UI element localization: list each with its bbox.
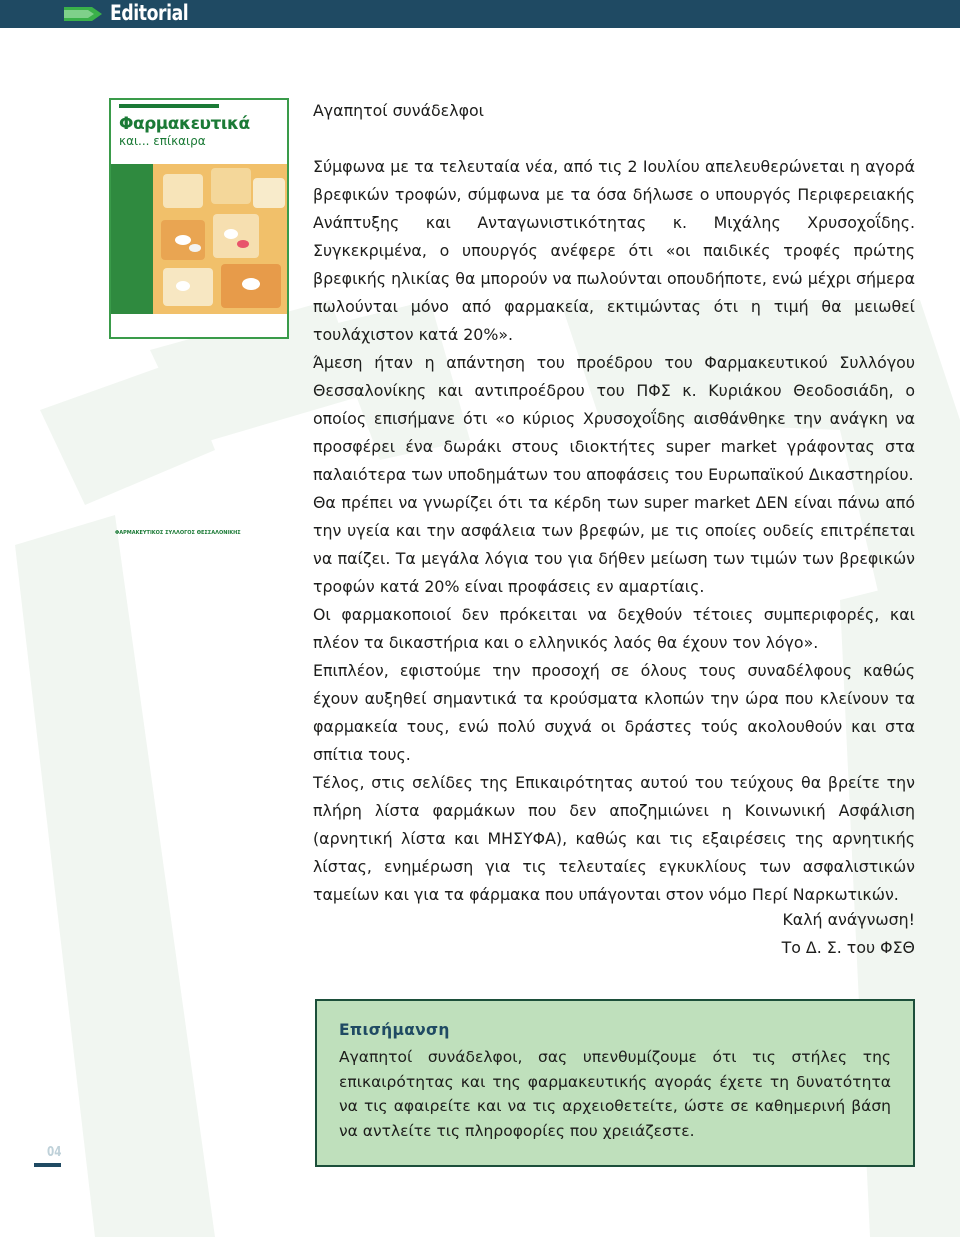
article-paragraph: Άμεση ήταν η απάντηση του προέδρου του Φαρμακευτικού Συλλόγου Θεσσαλονίκης και αντιπροέδρου του ΠΦΣ κ. Κυριάκου Θεοδοσιάδη, ο οποίος επισήμανε ότι «ο κύριος Χρυσοχοΐδης αισθάνθηκε την ανάγκη να προσφέρει ένα δωράκι στους ιδιοκτήτες super market γράφοντας στα παλαιότερα των υποδημάτων του αποφάσεις του Ευρωπαϊκού Δικαστηρίου. — [313, 353, 915, 484]
cover-top-bar — [119, 104, 219, 108]
pill-organizer-photo — [153, 164, 287, 314]
magazine-cover-image — [109, 98, 289, 536]
section-title: Editorial — [110, 1, 189, 25]
section-header-bar — [0, 0, 960, 28]
notice-box — [315, 999, 915, 1167]
editorial-article — [313, 97, 915, 909]
cover-footer-text: ΦΑΡΜΑΚΕΥΤΙΚΟΣ ΣΥΛΛΟΓΟΣ ΘΕΣΣΑΛΟΝΙΚΗΣ — [115, 530, 241, 536]
cover-title: Φαρμακευτικά — [119, 114, 250, 134]
cover-masthead — [111, 100, 287, 164]
article-paragraph: Οι φαρμακοποιοί δεν πρόκειται να δεχθούν τέτοιες συμπεριφορές, και πλέον τα δικαστήρια και ο ελληνικός λαός θα έχουν τον λόγο». — [313, 605, 915, 652]
signature-block — [782, 906, 915, 962]
page-number-rule — [34, 1163, 61, 1167]
notice-text: Αγαπητοί συνάδελφοι, σας υπενθυμίζουμε ότι τις στήλες της επικαιρότητας και της φαρμακευτικής αγοράς έχετε τη δυνατότητα να τις αφαιρείτε και να τις αρχειοθετείτε, ώστε σε καθημερινή βάση να αντλείτε τις πληροφορίες που χρειάζεστε. — [339, 1048, 891, 1140]
notice-title: Επισήμανση — [339, 1021, 450, 1039]
arrow-right-icon — [64, 5, 104, 23]
article-paragraph: Σύμφωνα με τα τελευταία νέα, από τις 2 Ιουλίου απελευθερώνεται η αγορά βρεφικών τροφών, σύμφωνα με τα όσα δήλωσε ο υπουργός Περιφερειακής Ανάπτυξης και Ανταγωνιστικότητας κ. Μιχάλης Χρυσοχοΐδης. Συγκεκριμένα, ο υπουργός ανέφερε ότι «οι παιδικές τροφές πρώτης βρεφικής ηλικίας θα μπορούν να πωλούνται οπουδήποτε, ενώ μέχρι σήμερα πωλούνται μόνο από φαρμακεία, εκτιμώντας ότι η τιμή θα μειωθεί τουλάχιστον κατά 20%». — [313, 157, 915, 344]
article-paragraph: Θα πρέπει να γνωρίζει ότι τα κέρδη των super market ΔΕΝ είναι πάνω από την υγεία και την ασφάλεια των βρεφών, με τις οποίες ουδείς επιτρέπεται να παίζει. Τα μεγάλα λόγια του για δήθεν μείωση των τιμών των βρεφικών τροφών κατά 20% είναι προφάσεις εν αμαρτίαις. — [313, 493, 915, 596]
article-paragraph: Τέλος, στις σελίδες της Επικαιρότητας αυτού του τεύχους θα βρείτε την πλήρη λίστα φαρμάκων που δεν αποζημιώνει η Κοινωνική Ασφάλιση (αρνητική λίστα και ΜΗΣΥΦΑ), καθώς και τις εξαιρέσεις της αρνητικής λίστας, ενημέρωση για τις τελευταίες εγκυκλίους των ασφαλιστικών ταμείων και για τα φάρμακα που υπάγονται στον νόμο Περί Ναρκωτικών. — [313, 773, 915, 904]
article-paragraph: Επιπλέον, εφιστούμε την προσοχή σε όλους τους συναδέλφους καθώς έχουν αυξηθεί σημαντικά τα κρούσματα κλοπών την ώρα που κλείνουν τα φαρμακεία τους, ενώ πολύ συχνά οι δράστες τούς ακολουθούν και στα σπίτια τους. — [313, 661, 915, 764]
cover-footer-strip — [111, 314, 287, 536]
greeting: Αγαπητοί συνάδελφοι — [313, 101, 485, 120]
page-number: 04 — [47, 1145, 62, 1160]
signature: Το Δ. Σ. του ΦΣΘ — [781, 938, 915, 957]
cover-subtitle: και... επίκαιρα — [119, 134, 206, 148]
closing-line: Καλή ανάγνωση! — [782, 910, 915, 929]
cover-sidebar — [111, 164, 153, 314]
